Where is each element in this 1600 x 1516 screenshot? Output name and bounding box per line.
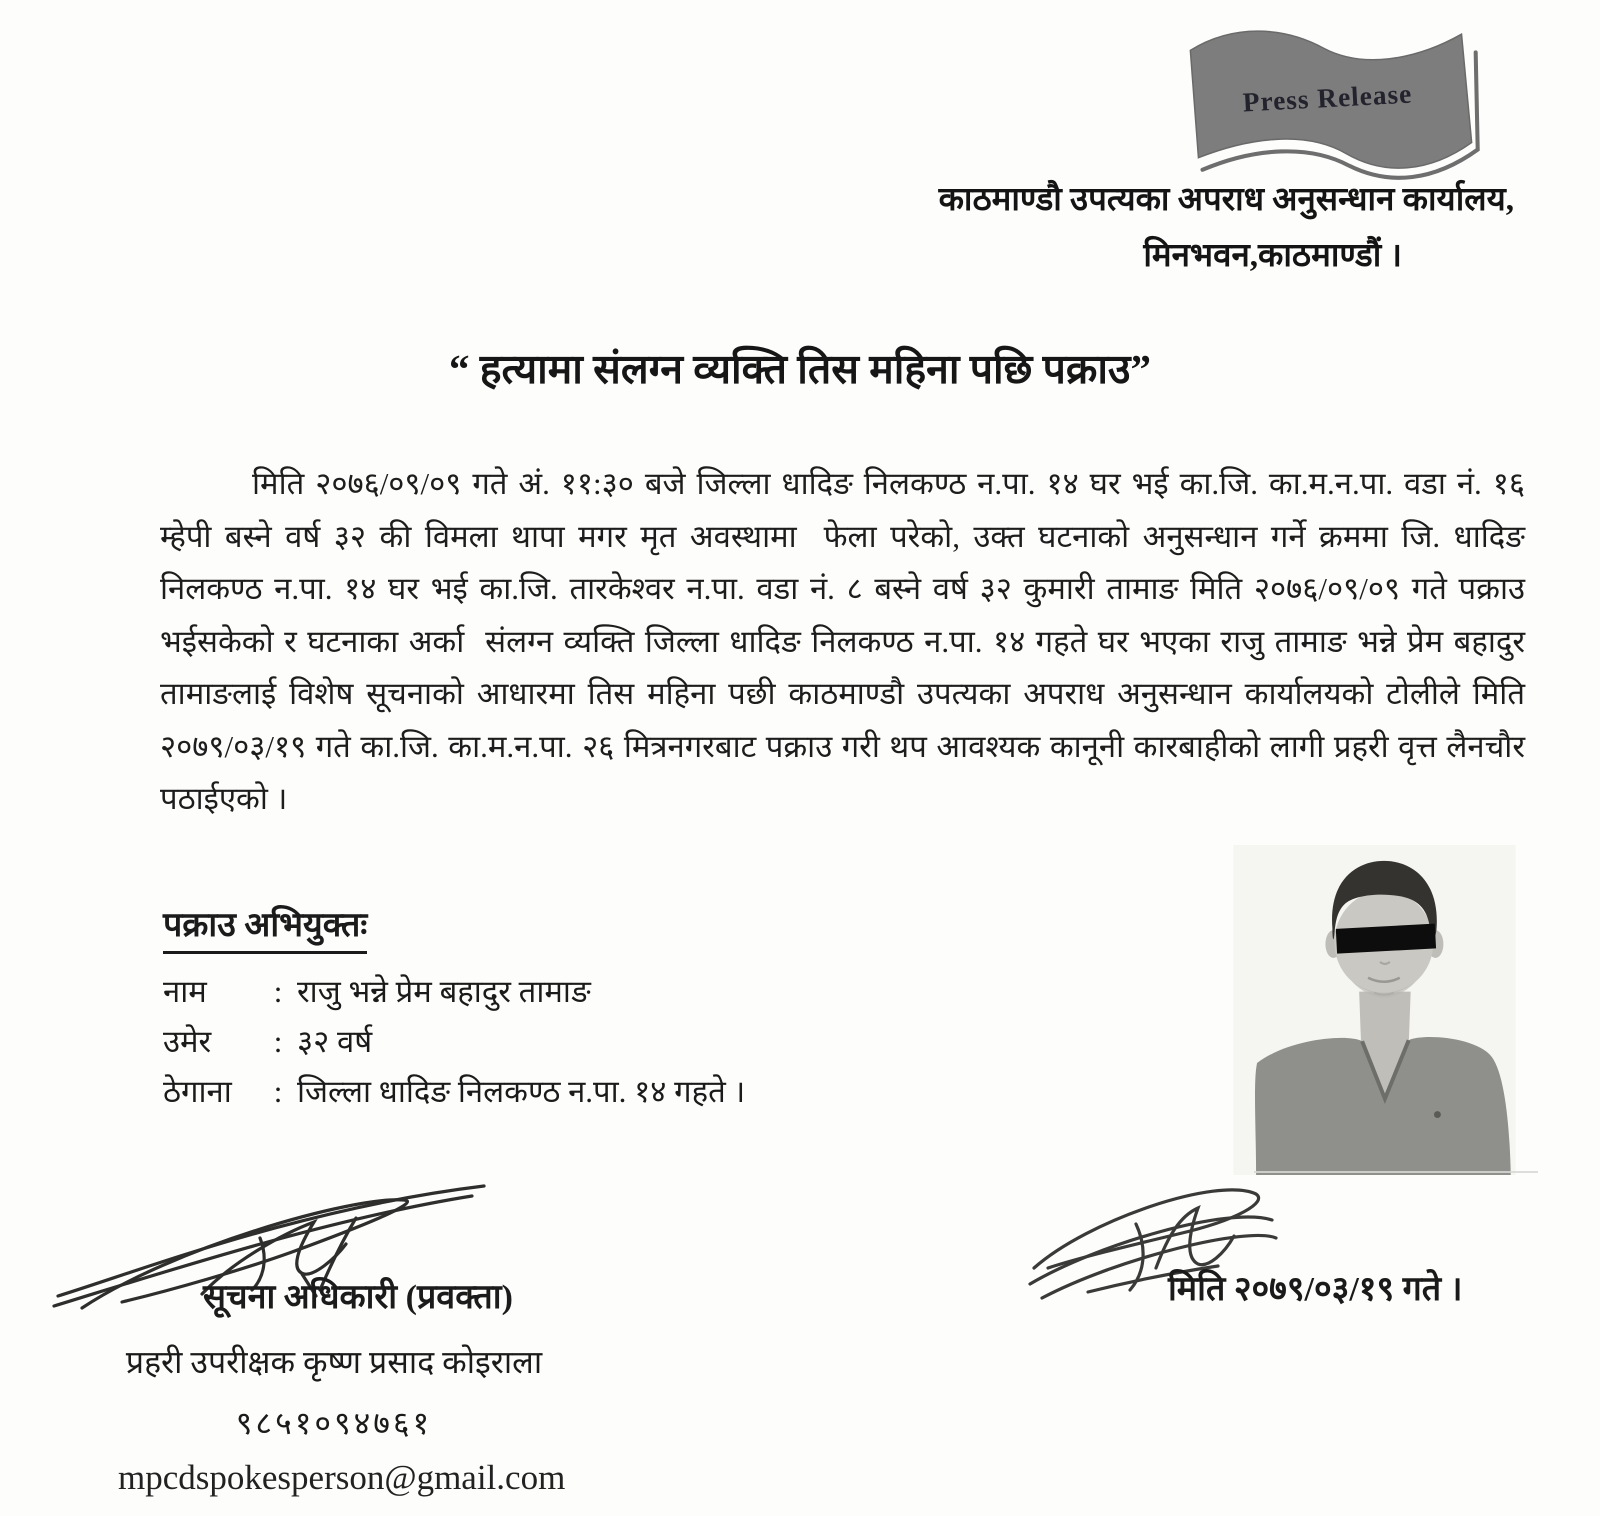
field-row-address xyxy=(163,1070,745,1120)
officer-phone: ९८५१०९४७६१ xyxy=(235,1405,433,1441)
eye-censor-bar xyxy=(1336,924,1436,954)
field-value-address: जिल्ला धादिङ निलकण्ठ न.पा. १४ गहते । xyxy=(297,1074,746,1109)
field-row-age xyxy=(163,1020,745,1070)
officer-role: सूचना अधिकारी (प्रवक्ता) xyxy=(203,1279,513,1316)
photo-bottom-edge xyxy=(1254,1171,1538,1173)
release-date: मिति २०७९/०३/१९ गते । xyxy=(1168,1271,1463,1308)
officer-email: mpcdspokesperson@gmail.com xyxy=(118,1458,566,1497)
accused-section xyxy=(163,900,745,1120)
org-address: मिनभवन,काठमाण्डौं । xyxy=(1143,238,1402,274)
body-paragraph: मिति २०७६/०९/०९ गते अं. ११:३० बजे जिल्ला धादिङ निलकण्ठ न.पा. १४ घर भई का.जि. का.म.न.पा. वडा नं. १६ म्हेपी बस्ने वर्ष ३२ की विमला थापा मगर मृत अवस्थामा फेला परेको, उक्त घटनाको अनुसन्धान गर्ने क्रममा जि. धादिङ निलकण्ठ न.पा. १४ घर भई का.जि. तारकेश्वर न.पा. वडा नं. ८ बस्ने वर्ष ३२ कुमारी तामाङ मिति २०७६/०९/०९ गते पक्राउ भईसकेको र घटनाका अर्का संलग्न व्यक्ति जिल्ला धादिङ निलकण्ठ न.पा. १४ गहते घर भएका राजु तामाङ भन्ने प्रेम बहादुर तामाङलाई विशेष सूचनाको आधारमा तिस महिना पछी काठमाण्डौ उपत्यका अपराध अनुसन्धान कार्यालयको टोलीले मिति २०७९/०३/१९ गते का.जि. का.म.न.पा. २६ मित्रनगरबाट पक्राउ गरी थप आवश्यक कानूनी कारबाहीको लागी प्रहरी वृत्त लैनचौर पठाईएको । xyxy=(160,466,1533,816)
field-value-age: ३२ वर्ष xyxy=(297,1024,373,1059)
field-colon: : xyxy=(273,1074,283,1109)
field-label-name: नाम xyxy=(163,974,207,1009)
shirt-logo xyxy=(1434,1111,1441,1118)
signoff-left xyxy=(118,1272,566,1498)
press-release-ribbon xyxy=(1172,16,1490,188)
page-title: “ हत्यामा संलग्न व्यक्ति तिस महिना पछि पक्राउ” xyxy=(448,346,1151,392)
field-label-age: उमेर xyxy=(163,1024,212,1059)
accused-heading: पक्राउ अभियुक्तः xyxy=(163,900,367,954)
org-name: काठमाण्डौ उपत्यका अपराध अनुसन्धान कार्यालय, xyxy=(938,182,1514,218)
officer-name: प्रहरी उपरीक्षक कृष्ण प्रसाद कोइराला xyxy=(125,1344,543,1380)
suspect-photo-drawing xyxy=(1232,845,1517,1175)
field-colon: : xyxy=(273,974,283,1009)
field-label-address: ठेगाना xyxy=(163,1074,232,1109)
field-colon: : xyxy=(273,1024,283,1059)
org-header xyxy=(939,172,1514,284)
ribbon-label: Press Release xyxy=(1242,78,1413,118)
field-value-name: राजु भन्ने प्रेम बहादुर तामाङ xyxy=(297,974,591,1009)
field-row-name xyxy=(163,970,745,1020)
suspect-photo xyxy=(1232,845,1517,1175)
